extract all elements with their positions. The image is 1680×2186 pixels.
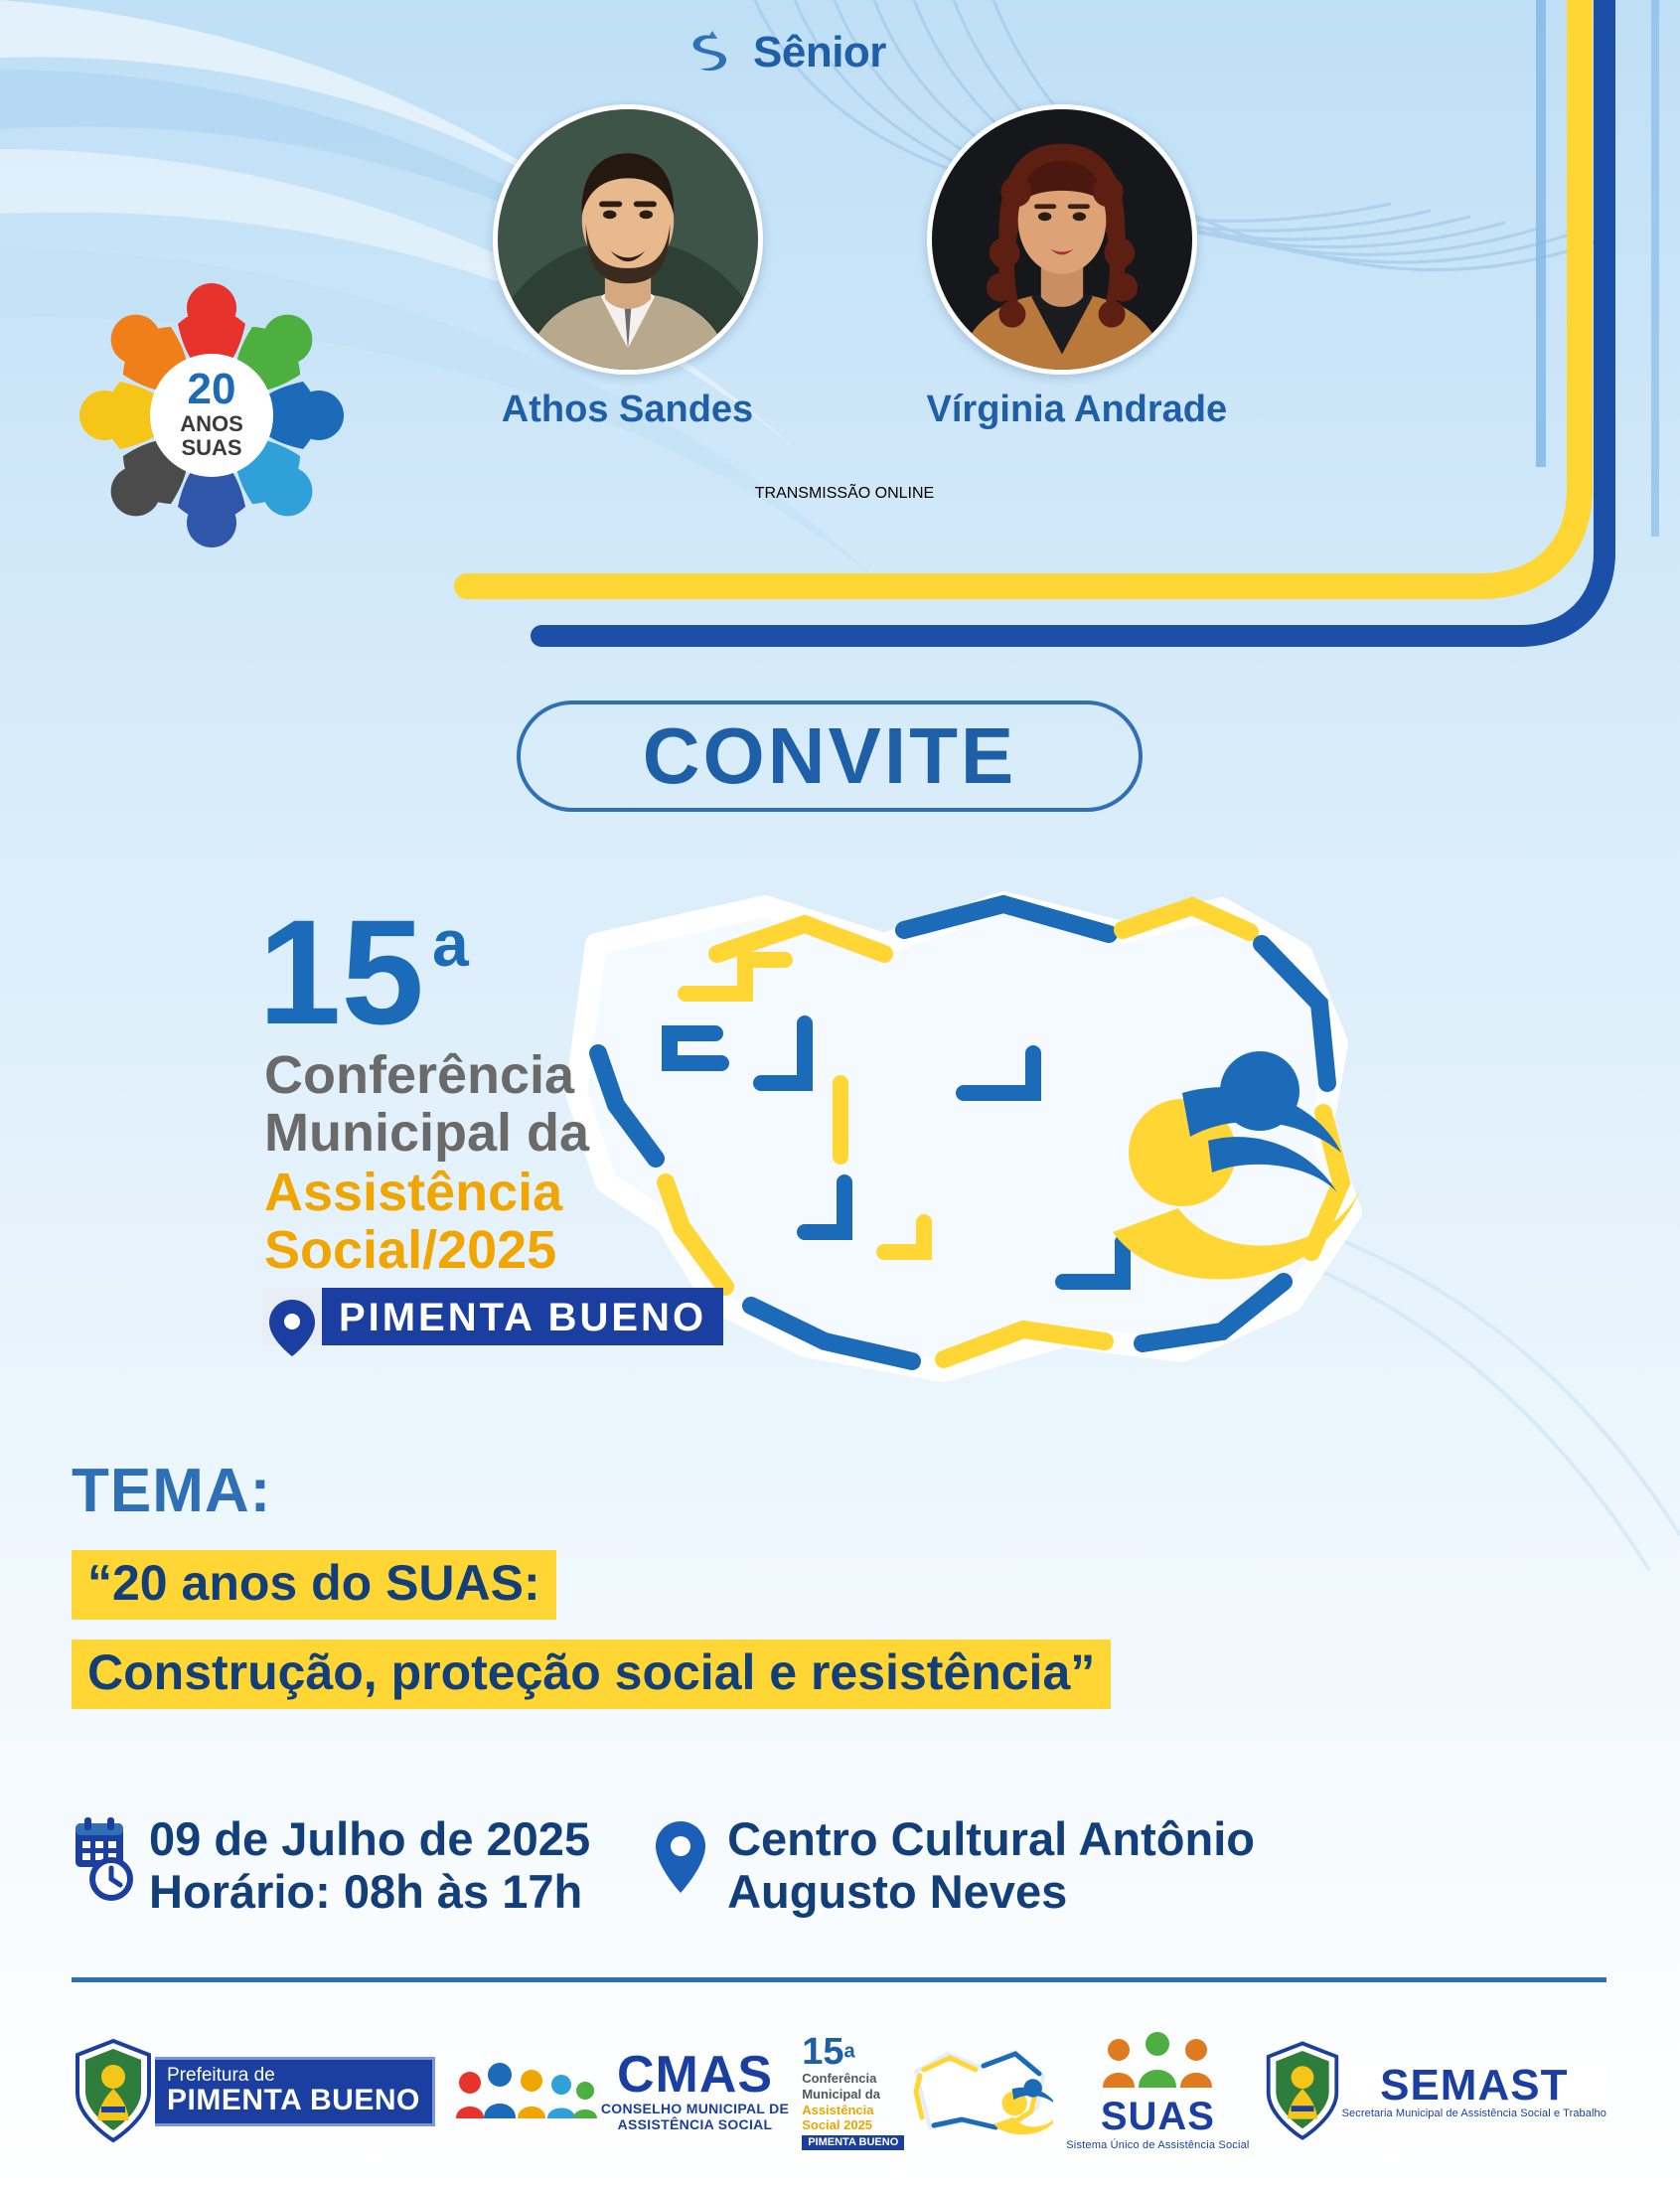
conference-city: PIMENTA BUENO: [338, 1296, 707, 1339]
event-date: 09 de Julho de 2025: [149, 1812, 591, 1865]
footer-logo-cmas: [448, 2046, 790, 2132]
emblem-suas: SUAS: [181, 435, 242, 460]
broadcast-label-wrap: [437, 485, 1252, 503]
footer-divider: [72, 1977, 1606, 1982]
avatar: [927, 104, 1197, 375]
conference-number: 15: [258, 888, 424, 1055]
prefeitura-text-box: [155, 2057, 435, 2127]
portrait-male-speaker: [498, 109, 758, 370]
senior-swoosh-icon: [686, 31, 739, 75]
mini-conference-l3: Assistência: [802, 2102, 874, 2117]
footer-logo-suas: [1066, 2032, 1249, 2151]
conference-line3: Assistência: [264, 1163, 563, 1222]
event-time: Horário: 08h às 17h: [149, 1864, 583, 1918]
date-time-text: [149, 1813, 590, 1918]
mini-conference-l1: Conferência: [802, 2071, 877, 2087]
footer-logo-prefeitura: [72, 2037, 435, 2146]
footer-logo-semast: [1263, 2038, 1606, 2145]
broadcast-label: TRANSMISSÃO ONLINE: [754, 485, 935, 502]
mini-conference-l2: Municipal da: [802, 2086, 880, 2102]
people-group-icon: [448, 2061, 597, 2122]
emblem-anos: ANOS: [180, 411, 243, 436]
date-time-block: [72, 1813, 590, 1918]
theme-label: TEMA:: [72, 1457, 272, 1525]
invitation-badge: [517, 701, 1143, 812]
mini-map-icon: [904, 2042, 1053, 2141]
speaker-card: [493, 104, 763, 431]
location-pin-icon: [269, 1300, 315, 1356]
semast-text-box: [1341, 2061, 1606, 2119]
conference-line1: Conferência: [264, 1045, 575, 1105]
event-place-line1: Centro Cultural Antônio: [727, 1812, 1255, 1865]
theme-line-2: Construção, proteção social e resistência”: [72, 1640, 1111, 1709]
conference-line2: Municipal da: [264, 1103, 590, 1163]
portrait-female-speaker: [932, 109, 1192, 370]
cmas-sub2: ASSISTÊNCIA SOCIAL: [617, 2115, 773, 2132]
semast-sub: Secretaria Municipal de Assistência Social e Trabalho: [1341, 2108, 1606, 2119]
prefeitura-small: Prefeitura de: [167, 2064, 275, 2086]
speaker-name: Athos Sandes: [501, 389, 754, 430]
footer-logo-conferencia: [802, 2033, 1053, 2149]
invitation-label: CONVITE: [642, 711, 1017, 800]
senior-brand-name: Sênior: [753, 28, 886, 77]
mini-conference-number: 15: [802, 2031, 844, 2074]
coat-of-arms-icon: [1263, 2038, 1342, 2145]
theme-line-1: “20 anos do SUAS:: [72, 1550, 556, 1620]
suas-sub: Sistema Único de Assistência Social: [1066, 2139, 1250, 2151]
suas-text: [1066, 2032, 1249, 2151]
location-pin-icon: [650, 1813, 711, 1905]
mini-conference-text: [802, 2033, 904, 2149]
conference-line4: Social/2025: [264, 1220, 557, 1280]
suas-20-years-emblem: [48, 266, 376, 564]
emblem-20: 20: [187, 365, 236, 413]
location-block: [650, 1813, 1255, 1918]
prefeitura-big: PIMENTA BUENO: [167, 2083, 420, 2116]
calendar-clock-icon: [72, 1813, 133, 1905]
event-details: [72, 1813, 1621, 1918]
cmas-title: CMAS: [616, 2046, 774, 2105]
cmas-text: [600, 2046, 790, 2132]
location-text: [727, 1813, 1255, 1918]
people-group-icon: [1089, 2032, 1226, 2090]
coat-of-arms-icon: [72, 2037, 155, 2146]
senior-brand-logo: [686, 28, 886, 78]
speaker-name: Vírginia Andrade: [926, 389, 1228, 430]
mini-conference-l4: Social 2025: [802, 2117, 873, 2133]
footer-logos: [72, 2017, 1606, 2166]
speaker-card: [926, 104, 1228, 431]
mini-conference-city: PIMENTA BUENO: [802, 2135, 904, 2150]
speakers-row: [452, 104, 1237, 431]
semast-title: SEMAST: [1380, 2061, 1569, 2109]
cmas-sub1: CONSELHO MUNICIPAL DE: [600, 2100, 790, 2116]
suas-title: SUAS: [1100, 2095, 1215, 2138]
conference-ordinal: a: [432, 906, 469, 980]
avatar: [493, 104, 763, 375]
conference-logo: [248, 884, 1421, 1411]
mini-conference-ordinal: a: [843, 2040, 855, 2063]
event-place-line2: Augusto Neves: [727, 1864, 1068, 1918]
